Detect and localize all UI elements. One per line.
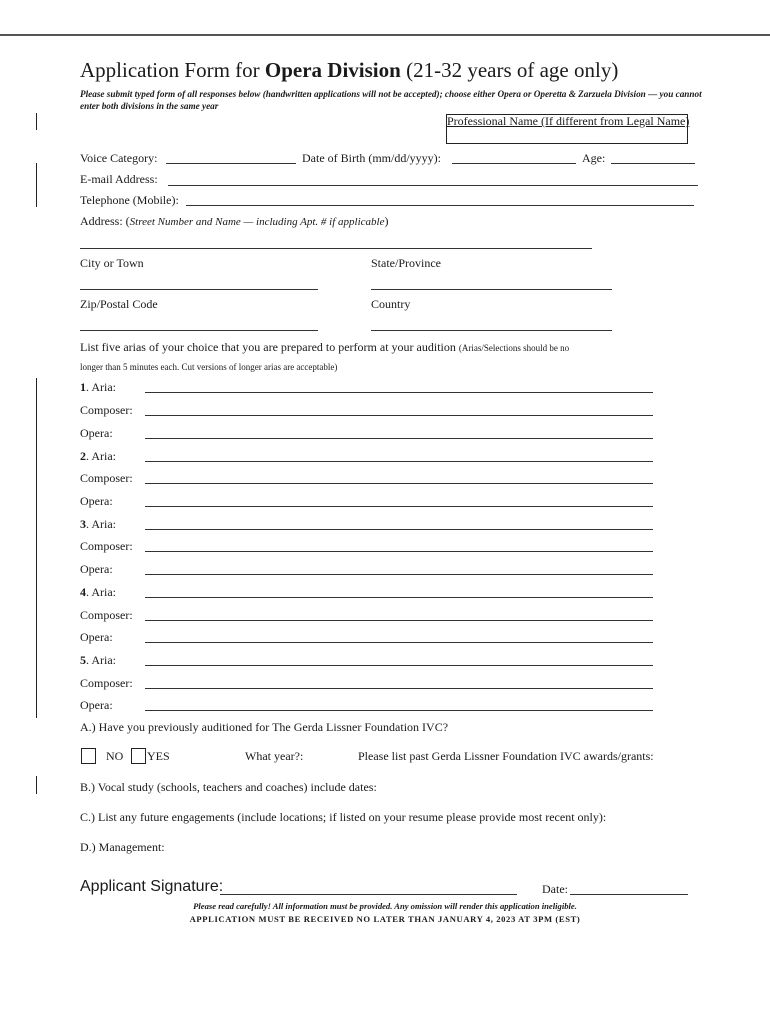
composer-field[interactable]: [145, 415, 653, 416]
age-field[interactable]: [611, 163, 695, 164]
country-label: Country: [371, 297, 411, 311]
opera-label: Opera:: [80, 698, 113, 712]
composer-field[interactable]: [145, 620, 653, 621]
form-instructions: Please submit typed form of all responses below (handwritten applications will not be accepted); choose either Opera or Operetta & Zarzuela Division — you cannot enter both divisions in the same year: [80, 89, 702, 111]
state-label: State/Province: [371, 256, 441, 270]
composer-label: Composer:: [80, 403, 133, 417]
arias-intro-line2: longer than 5 minutes each. Cut versions of longer arias are acceptable): [80, 362, 338, 372]
opera-label: Opera:: [80, 630, 113, 644]
question-a: A.) Have you previously auditioned for The Gerda Lissner Foundation IVC?: [80, 720, 449, 734]
yes-label: YES: [147, 749, 170, 763]
deadline-note: APPLICATION MUST BE RECEIVED NO LATER THAN JANUARY 4, 2023 AT 3PM (EST): [189, 914, 581, 924]
no-checkbox[interactable]: [81, 748, 96, 764]
aria-field[interactable]: [145, 597, 653, 598]
margin-bar: [36, 113, 37, 130]
margin-bar: [36, 163, 37, 207]
opera-label: Opera:: [80, 426, 113, 440]
composer-field[interactable]: [145, 688, 653, 689]
past-awards-label: Please list past Gerda Lissner Foundation IVC awards/grants:: [358, 749, 654, 763]
margin-bar: [36, 378, 37, 718]
opera-label: Opera:: [80, 494, 113, 508]
read-carefully-note: Please read carefully! All information must be provided. Any omission will render this application ineligible.: [193, 901, 577, 911]
telephone-label: Telephone (Mobile):: [80, 193, 179, 207]
opera-field[interactable]: [145, 710, 653, 711]
aria-field[interactable]: [145, 461, 653, 462]
zip-field[interactable]: [80, 330, 318, 331]
margin-bar: [36, 776, 37, 794]
question-c: C.) List any future engagements (include locations; if listed on your resume please provide most recent only):: [80, 810, 607, 824]
email-field[interactable]: [168, 185, 698, 186]
dob-field[interactable]: [452, 163, 576, 164]
composer-label: Composer:: [80, 608, 133, 622]
composer-label: Composer:: [80, 676, 133, 690]
opera-label: Opera:: [80, 562, 113, 576]
address-field[interactable]: [80, 248, 592, 249]
city-field[interactable]: [80, 289, 318, 290]
date-label: Date:: [542, 882, 568, 896]
aria-label: 3. Aria:: [80, 517, 116, 531]
aria-field[interactable]: [145, 529, 653, 530]
aria-label: 2. Aria:: [80, 449, 116, 463]
question-d: D.) Management:: [80, 840, 165, 854]
composer-field[interactable]: [145, 483, 653, 484]
aria-label: 4. Aria:: [80, 585, 116, 599]
question-b: B.) Vocal study (schools, teachers and coaches) include dates:: [80, 780, 377, 794]
date-field[interactable]: [570, 894, 688, 895]
signature-label: Applicant Signature:: [80, 878, 224, 895]
state-field[interactable]: [371, 289, 612, 290]
opera-field[interactable]: [145, 438, 653, 439]
address-label: Address: (Street Number and Name — including Apt. # if applicable): [80, 214, 389, 228]
composer-label: Composer:: [80, 539, 133, 553]
no-label: NO: [106, 749, 124, 763]
professional-name-label: Professional Name (If different from Legal Name): [447, 114, 690, 128]
signature-field[interactable]: [220, 894, 517, 895]
aria-label: 5. Aria:: [80, 653, 116, 667]
what-year-label: What year?:: [245, 749, 304, 763]
opera-field[interactable]: [145, 642, 653, 643]
aria-field[interactable]: [145, 392, 653, 393]
form-title: Application Form for Opera Division (21-32 years of age only): [80, 58, 619, 82]
aria-label: 1. Aria:: [80, 380, 116, 394]
voice-category-field[interactable]: [166, 163, 296, 164]
telephone-field[interactable]: [186, 205, 694, 206]
zip-label: Zip/Postal Code: [80, 297, 158, 311]
top-rule: [0, 34, 770, 36]
composer-label: Composer:: [80, 471, 133, 485]
email-label: E-mail Address:: [80, 172, 158, 186]
opera-field[interactable]: [145, 574, 653, 575]
voice-category-label: Voice Category:: [80, 151, 158, 165]
age-label: Age:: [582, 151, 606, 165]
arias-intro: List five arias of your choice that you are prepared to perform at your audition (Arias/Selections should be no: [80, 340, 570, 354]
opera-field[interactable]: [145, 506, 653, 507]
city-label: City or Town: [80, 256, 144, 270]
yes-checkbox[interactable]: [131, 748, 146, 764]
dob-label: Date of Birth (mm/dd/yyyy):: [302, 151, 441, 165]
aria-field[interactable]: [145, 665, 653, 666]
composer-field[interactable]: [145, 551, 653, 552]
country-field[interactable]: [371, 330, 612, 331]
